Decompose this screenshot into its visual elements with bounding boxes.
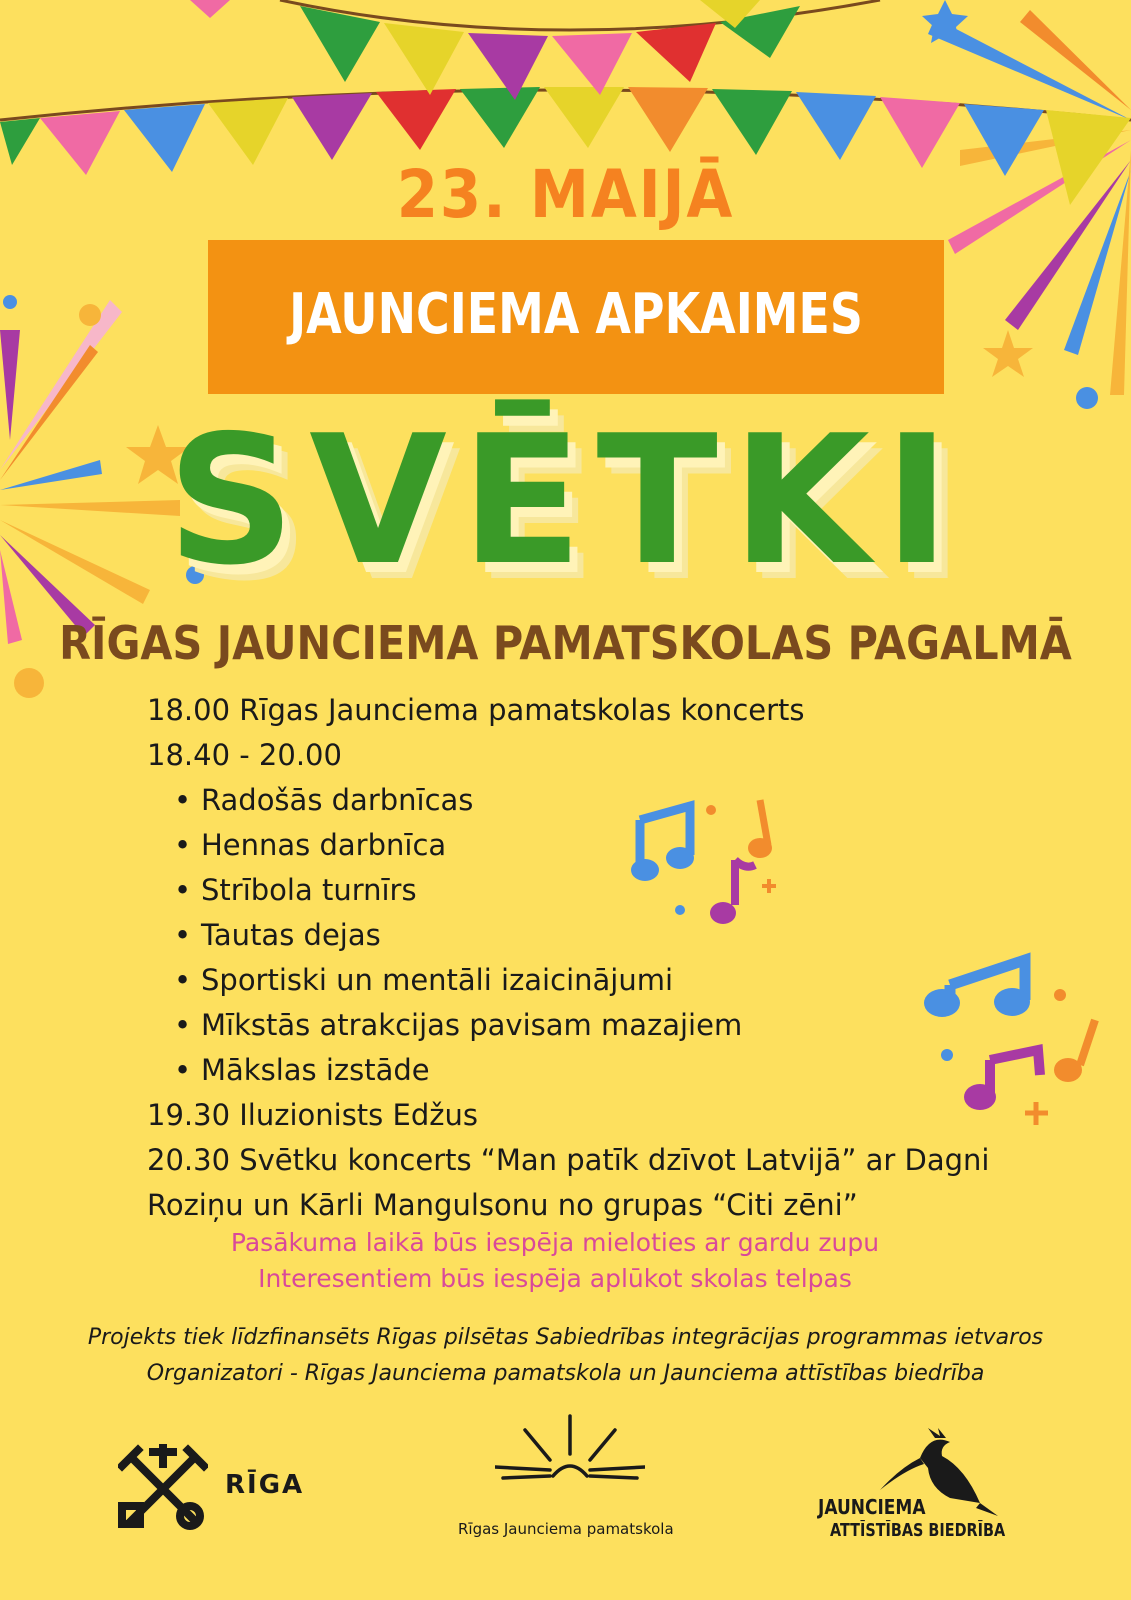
- banner-title: JAUNCIEMA APKAIMES: [289, 282, 863, 347]
- funding-credit: Projekts tiek līdzfinansēts Rīgas pilsētas Sabiedrības integrācijas programmas ietvaros: [87, 1325, 1044, 1350]
- list-item: • Mīkstās atrakcijas pavisam mazajiem: [201, 1003, 1027, 1048]
- program-item: 18.40 - 20.00: [147, 738, 342, 772]
- list-item: • Tautas dejas: [201, 913, 1027, 958]
- riga-logo-text: RĪGA: [225, 1470, 305, 1500]
- program-list: [147, 688, 1027, 1228]
- activity-list: [147, 778, 1027, 1093]
- list-item: • Hennas darbnīca: [201, 823, 1027, 868]
- society-logo-line2: ATTĪSTĪBAS BIEDRĪBA: [830, 1520, 1006, 1541]
- note-soup: Pasākuma laikā būs iespēja mieloties ar gardu zupu: [230, 1228, 880, 1257]
- headline: SVĒTKI: [166, 397, 965, 604]
- program-item: 20.30 Svētku koncerts “Man patīk dzīvot Latvijā” ar Dagni: [147, 1143, 990, 1177]
- program-item: Roziņu un Kārli Mangulsonu no grupas “Citi zēni”: [147, 1188, 858, 1222]
- title-banner: [208, 240, 944, 394]
- rising-sun-logo: [495, 1412, 645, 1492]
- list-item: • Radošās darbnīcas: [201, 778, 1027, 823]
- society-logo-line1: JAUNCIEMA: [818, 1495, 926, 1519]
- event-date: 23. MAIJĀ: [396, 156, 735, 233]
- school-logo-text: Rīgas Jaunciema pamatskola: [458, 1520, 674, 1538]
- list-item: • Sportiski un mentāli izaicinājumi: [201, 958, 1027, 1003]
- program-item: 19.30 Iluzionists Edžus: [147, 1098, 478, 1132]
- program-item: 18.00 Rīgas Jaunciema pamatskolas koncerts: [147, 693, 805, 727]
- organizers-credit: Organizatori - Rīgas Jaunciema pamatskola un Jaunciema attīstības biedrība: [146, 1361, 985, 1386]
- event-location: RĪGAS JAUNCIEMA PAMATSKOLAS PAGALMĀ: [59, 616, 1072, 670]
- list-item: • Strībola turnīrs: [201, 868, 1027, 913]
- riga-crossed-keys-emblem: [118, 1444, 208, 1534]
- list-item: • Mākslas izstāde: [201, 1048, 1027, 1093]
- bunting-flags: [190, 0, 880, 100]
- note-tour: Interesentiem būs iespēja aplūkot skolas telpas: [258, 1264, 852, 1293]
